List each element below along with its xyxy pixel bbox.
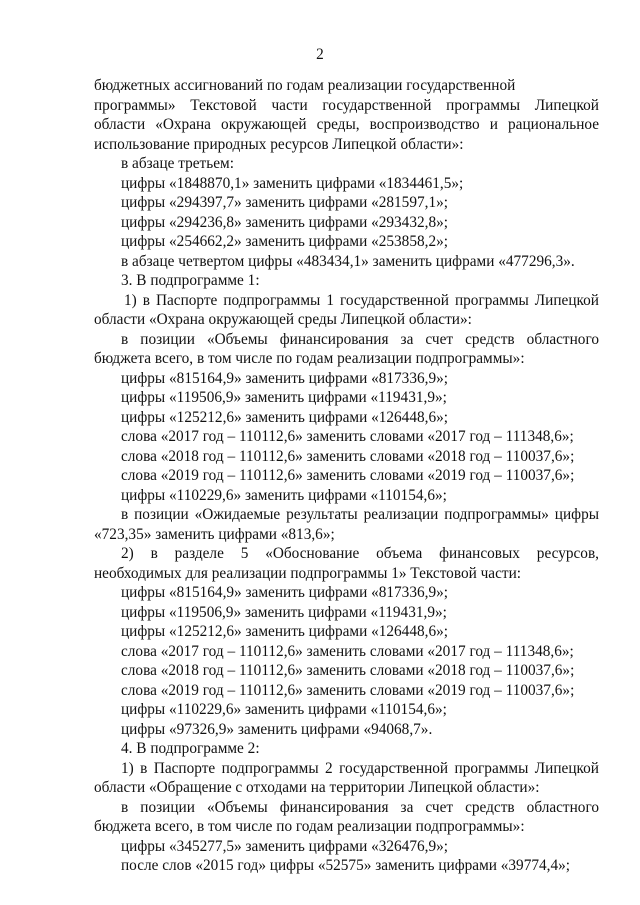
text-line: области «Охрана окружающей среды, воспроизводство и рациональное bbox=[94, 116, 599, 133]
text-line: цифры «815164,9» заменить цифрами «817336,9»; bbox=[121, 369, 449, 387]
text-line: цифры «119506,9» заменить цифрами «119431,9»; bbox=[121, 389, 447, 406]
text-line: 2) в разделе 5 «Обоснование объема финансовых ресурсов, bbox=[121, 545, 599, 562]
text-line: 1) в Паспорте подпрограммы 2 государственной программы Липецкой bbox=[121, 759, 599, 777]
text-line: в абзаце третьем: bbox=[121, 155, 234, 172]
text-line: цифры «125212,6» заменить цифрами «126448,6»; bbox=[121, 408, 449, 426]
text-line: цифры «1848870,1» заменить цифрами «1834461,5»; bbox=[121, 174, 464, 192]
text-line: бюджета всего, в том числе по годам реализации подпрограммы»: bbox=[94, 350, 525, 367]
text-line: цифры «119506,9» заменить цифрами «119431,9»; bbox=[121, 603, 447, 621]
text-line: 3. В подпрограмме 1: bbox=[121, 272, 260, 289]
document-body bbox=[94, 76, 599, 876]
text-line: «723,35» заменить цифрами «813,6»; bbox=[94, 525, 335, 543]
text-line: цифры «345277,5» заменить цифрами «326476,9»; bbox=[121, 837, 449, 855]
text-line: бюджетных ассигнований по годам реализации государственной bbox=[94, 77, 516, 94]
text-line: в абзаце четвертом цифры «483434,1» заменить цифрами «477296,3». bbox=[121, 252, 575, 270]
text-line: слова «2019 год – 110112,6» заменить словами «2019 год – 110037,6»; bbox=[121, 681, 575, 699]
text-line: цифры «254662,2» заменить цифрами «253858,2»; bbox=[121, 233, 449, 250]
text-line: 1) в Паспорте подпрограммы 1 государственной программы Липецкой bbox=[124, 291, 599, 309]
page-number: 2 bbox=[316, 46, 324, 63]
text-line: использование природных ресурсов Липецкой области»: bbox=[94, 135, 464, 153]
text-line: цифры «110229,6» заменить цифрами «110154,6»; bbox=[121, 701, 447, 718]
text-line: области «Охрана окружающей среды Липецкой области»: bbox=[94, 311, 472, 328]
text-line: цифры «110229,6» заменить цифрами «110154,6»; bbox=[121, 486, 447, 504]
text-line: слова «2018 год – 110112,6» заменить словами «2018 год – 110037,6»; bbox=[121, 447, 575, 465]
text-line: в позиции «Ожидаемые результаты реализации подпрограммы» цифры bbox=[121, 506, 599, 523]
text-line: слова «2017 год – 110112,6» заменить словами «2017 год – 111348,6»; bbox=[121, 428, 574, 445]
text-line: слова «2019 год – 110112,6» заменить словами «2019 год – 110037,6»; bbox=[121, 467, 575, 484]
text-line: цифры «815164,9» заменить цифрами «817336,9»; bbox=[121, 584, 449, 601]
text-line: цифры «294236,8» заменить цифрами «293432,8»; bbox=[121, 213, 449, 231]
text-line: слова «2017 год – 110112,6» заменить словами «2017 год – 111348,6»; bbox=[121, 642, 574, 660]
text-line: в позиции «Объемы финансирования за счет средств областного bbox=[121, 798, 599, 816]
text-line: бюджета всего, в том числе по годам реализации подпрограммы»: bbox=[94, 818, 525, 835]
text-line: программы» Текстовой части государственной программы Липецкой bbox=[94, 96, 599, 114]
text-line: необходимых для реализации подпрограммы 1» Текстовой части: bbox=[94, 564, 522, 582]
text-line: цифры «125212,6» заменить цифрами «126448,6»; bbox=[121, 623, 449, 640]
text-line: слова «2018 год – 110112,6» заменить словами «2018 год – 110037,6»; bbox=[121, 662, 575, 679]
text-line: цифры «97326,9» заменить цифрами «94068,7». bbox=[121, 720, 433, 738]
text-line: области «Обращение с отходами на территории Липецкой области»: bbox=[94, 779, 540, 796]
text-line: после слов «2015 год» цифры «52575» заменить цифрами «39774,4»; bbox=[121, 857, 571, 874]
text-line: 4. В подпрограмме 2: bbox=[121, 740, 260, 757]
text-line: цифры «294397,7» заменить цифрами «281597,1»; bbox=[121, 194, 449, 211]
text-line: в позиции «Объемы финансирования за счет средств областного bbox=[121, 330, 599, 348]
